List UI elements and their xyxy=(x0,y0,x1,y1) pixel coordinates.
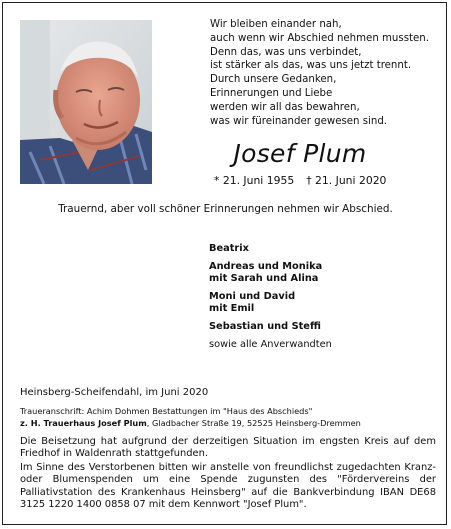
relatives-line: sowie alle Anverwandten xyxy=(209,338,332,350)
mourner-group xyxy=(209,243,439,256)
poem-line: was wir füreinander gewesen sind. xyxy=(210,115,388,127)
mourner-name: Andreas und Monika xyxy=(209,260,323,272)
poem-line: auch wenn wir Abschied nehmen mussten. xyxy=(210,32,429,44)
mourning-address xyxy=(20,406,361,429)
deceased-name: Josef Plum xyxy=(233,139,367,168)
address-line: Traueranschrift: Achim Dohmen Bestattungen im "Haus des Abschieds" xyxy=(20,406,313,416)
mourner-name: Beatrix xyxy=(209,243,249,254)
obituary-card xyxy=(2,2,447,525)
farewell-text: Trauernd, aber voll schöner Erinnerungen nehmen wir Abschied. xyxy=(58,203,393,215)
poem-line: ist stärker als das, was uns jetzt trennt. xyxy=(210,60,412,72)
portrait-photo xyxy=(20,20,152,184)
mourner-group xyxy=(209,291,439,316)
mourner-name: Moni und David xyxy=(209,290,296,302)
poem-line: Wir bleiben einander nah, xyxy=(210,19,342,30)
mourner-name: Sebastian und Steffi xyxy=(209,320,321,332)
life-dates xyxy=(214,174,386,187)
mourners-list xyxy=(209,243,439,356)
poem-line: Denn das, was uns verbindet, xyxy=(210,46,362,58)
mourner-name: mit Sarah und Alina xyxy=(209,273,319,285)
address-line xyxy=(20,418,361,430)
donation-note: Im Sinne des Verstorbenen bitten wir anstelle von freundlichst zugedachten Kranz- oder Blumenspenden um eine Spende zugunsten des "Fördervereins der Palliativstation des Krankenhaus Heinsberg" auf die Bankverbindung IBAN DE68 3125 1220 1400 0858 07 mit dem Kennwort "Josef Plum". xyxy=(20,462,436,511)
poem-line: Durch unsere Gedanken, xyxy=(210,74,337,86)
address-recipient: z. H. Trauerhaus Josef Plum xyxy=(20,417,147,428)
portrait-illustration xyxy=(20,20,152,184)
poem-line: werden wir all das bewahren, xyxy=(210,101,360,113)
birth-date: * 21. Juni 1955 xyxy=(214,174,295,187)
poem xyxy=(210,18,445,128)
place-and-date: Heinsberg-Scheifendahl, im Juni 2020 xyxy=(20,387,209,398)
mourner-group xyxy=(209,261,439,286)
death-date: † 21. Juni 2020 xyxy=(306,174,387,187)
mourner-name: mit Emil xyxy=(209,303,255,315)
mourner-group xyxy=(209,321,439,334)
address-street: , Gladbacher Straße 19, 52525 Heinsberg-Dremmen xyxy=(146,417,361,428)
burial-note: Die Beisetzung hat aufgrund der derzeitigen Situation im engsten Kreis auf dem Friedhof in Waldenrath stattgefunden. xyxy=(20,436,436,460)
poem-line: Erinnerungen und Liebe xyxy=(210,87,333,99)
